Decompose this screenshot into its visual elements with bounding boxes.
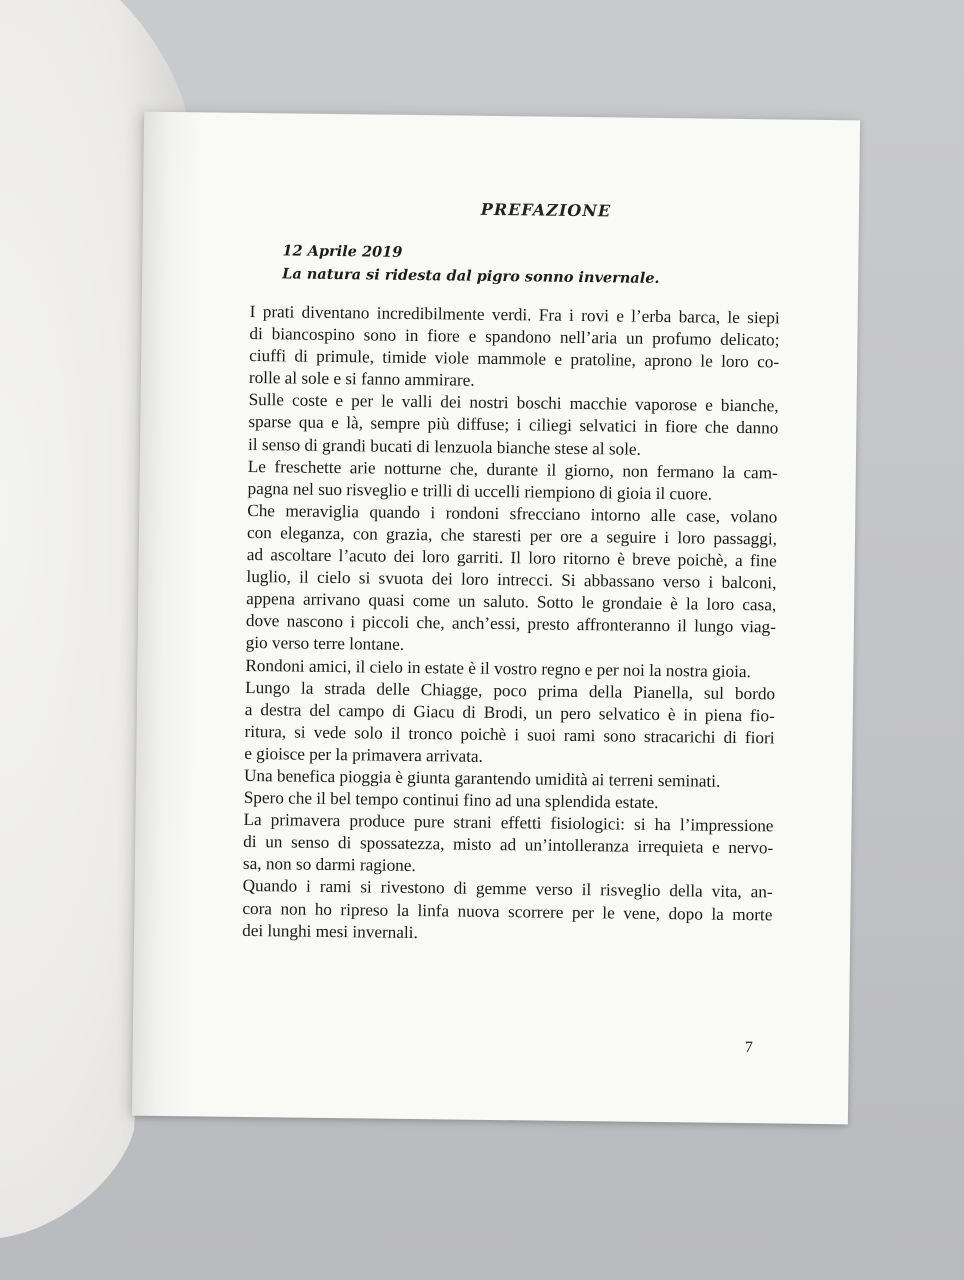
text-line: appena arrivano quasi come un saluto. Sotto le grondaie è la loro casa,	[246, 589, 777, 615]
text-line: di biancospino sono in fiore e spandono nell’aria un profumo delicato;	[249, 324, 780, 350]
text-line: Rondoni amici, il cielo in estate è il vostro regno e per noi la nostra gioia.	[245, 655, 751, 681]
page-number: 7	[744, 1039, 753, 1057]
text-line: gio verso terre lontane.	[245, 633, 405, 655]
text-line: dei lunghi mesi invernali.	[242, 920, 418, 942]
text-line: Una benefica pioggia è giunta garantendo umidità ai terreni seminati.	[243, 765, 721, 791]
epigraph	[282, 239, 660, 290]
text-line: di un senso di spossatezza, misto ad un’intolleranza irrequieta e nervo-	[243, 832, 774, 858]
text-line: Che meraviglia quando i rondoni sfrecciano intorno alle case, volano	[247, 500, 778, 527]
text-line: La primavera produce pure strani effetti fisiologici: si ha l’impressione	[243, 810, 774, 836]
text-line: dove nascono i piccoli che, anch’essi, presto affronteranno il lungo viag-	[245, 611, 777, 637]
page-title: PREFAZIONE	[480, 199, 612, 221]
text-line: ciuffi di primule, timide viole mammole e pratoline, aprono le loro co-	[249, 346, 780, 372]
text-line: Sulle coste e per le valli dei nostri boschi macchie vaporose e bianche,	[248, 390, 779, 416]
page-gutter-shadow	[132, 112, 204, 1117]
text-line: con eleganza, con grazia, che staresti per ore a seguire i loro passaggi,	[246, 522, 778, 549]
text-line: a destra del campo di Giacu di Brodi, un pero selvatico è in piena fio-	[244, 699, 775, 726]
text-line: I prati diventano incredibilmente verdi. Fra i rovi e l’erba barca, le siepi	[249, 301, 780, 328]
text-line: ritura, si vede solo il tronco poichè i suoi rami sono stracarichi di fiori	[244, 721, 775, 748]
text-line: Spero che il bel tempo continui fino ad una splendida estate.	[243, 787, 659, 813]
epigraph-subtitle: La natura si ridesta dal pigro sonno invernale.	[282, 265, 660, 287]
text-line: Quando i rami si rivestono di gemme verso il risveglio della vita, an-	[242, 876, 773, 902]
text-line: rolle al sole e si fanno ammirare.	[248, 368, 475, 391]
text-line: Le freschette arie notturne che, durante il giorno, non fermano la cam-	[247, 456, 778, 483]
body-text	[242, 301, 780, 948]
text-line: cora non ho ripreso la linfa nuova scorrere per le vene, dopo la morte	[242, 898, 773, 924]
text-line: ad ascoltare l’acuto dei loro garriti. Il loro ritorno è breve poichè, a fine	[246, 544, 777, 571]
text-line: Lungo la strada delle Chiagge, poco prima della Pianella, sul bordo	[245, 677, 776, 704]
text-line: luglio, il cielo si svuota dei loro intrecci. Si abbassano verso i balconi,	[246, 567, 777, 593]
book-page	[132, 112, 860, 1125]
text-line: pagna nel suo risveglio e trilli di uccelli riempiono di gioia il cuore.	[247, 478, 713, 504]
text-line: sparse qua e là, sempre più diffuse; i ciliegi selvatici in fiore che danno	[248, 412, 779, 438]
text-line: sa, non so darmi ragione.	[242, 854, 416, 876]
text-line: il senso di grandi bucati di lenzuola bianche stese al sole.	[247, 434, 642, 459]
epigraph-date: 12 Aprile 2019	[282, 242, 403, 261]
text-line: e gioisce per la primavera arrivata.	[244, 743, 484, 766]
